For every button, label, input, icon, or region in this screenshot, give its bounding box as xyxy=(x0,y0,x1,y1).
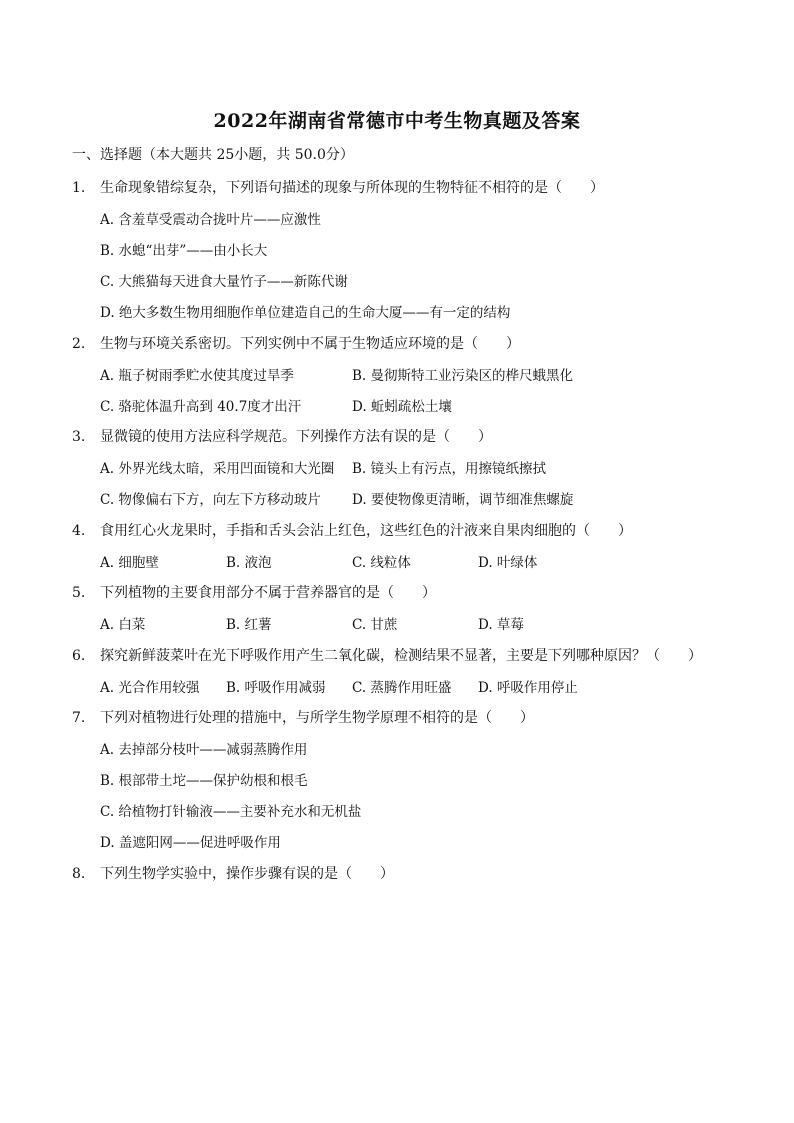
question-7 xyxy=(72,707,534,727)
question-text: 下列对植物进行处理的措施中，与所学生物学原理不相符的是（ ） xyxy=(100,710,534,726)
option-3b: B. 镜头上有污点，用擦镜纸擦拭 xyxy=(352,461,547,477)
question-text: 显微镜的使用方法应科学规范。下列操作方法有误的是（ ） xyxy=(100,429,492,445)
question-text: 生命现象错综复杂，下列语句描述的现象与所体现的生物特征不相符的是（ ） xyxy=(100,180,604,196)
question-number: 4. xyxy=(72,523,86,539)
option-1a: A. 含羞草受震动合拢叶片——应激性 xyxy=(100,212,321,228)
question-6 xyxy=(72,645,702,665)
option-1b: B. 水螅“出芽”——由小长大 xyxy=(100,243,268,259)
option-7b: B. 根部带土坨——保护幼根和根毛 xyxy=(100,773,308,789)
option-7c: C. 给植物打针输液——主要补充水和无机盐 xyxy=(100,804,362,820)
question-number: 6. xyxy=(72,648,86,664)
option-4c: C. 线粒体 xyxy=(352,555,411,571)
option-7a: A. 去掉部分枝叶——减弱蒸腾作用 xyxy=(100,742,308,758)
option-1c: C. 大熊猫每天进食大量竹子——新陈代谢 xyxy=(100,274,348,290)
question-number: 5. xyxy=(72,585,86,601)
option-6d: D. 呼吸作用停止 xyxy=(478,680,578,696)
question-4 xyxy=(72,520,632,540)
option-6c: C. 蒸腾作用旺盛 xyxy=(352,680,452,696)
question-number: 1. xyxy=(72,180,86,196)
question-2 xyxy=(72,333,520,353)
question-8 xyxy=(72,863,394,883)
option-6a: A. 光合作用较强 xyxy=(100,680,200,696)
option-2a: A. 瓶子树雨季贮水使其度过旱季 xyxy=(100,368,294,384)
option-3a: A. 外界光线太暗，采用凹面镜和大光圈 xyxy=(100,461,335,477)
question-text: 食用红心火龙果时，手指和舌头会沾上红色，这些红色的汁液来自果肉细胞的（ ） xyxy=(100,523,632,539)
question-text: 下列生物学实验中，操作步骤有误的是（ ） xyxy=(100,866,394,882)
question-5 xyxy=(72,582,436,602)
question-1 xyxy=(72,177,604,197)
option-3d: D. 要使物像更清晰，调节细准焦螺旋 xyxy=(352,492,574,508)
section-heading: 一、选择题（本大题共 25小题，共 50.0分） xyxy=(72,147,354,163)
option-5d: D. 草莓 xyxy=(478,617,524,633)
option-2b: B. 曼彻斯特工业污染区的桦尺蛾黑化 xyxy=(352,368,574,384)
option-4a: A. 细胞壁 xyxy=(100,555,159,571)
option-6b: B. 呼吸作用减弱 xyxy=(226,680,326,696)
question-number: 3. xyxy=(72,429,86,445)
question-number: 8. xyxy=(72,866,86,882)
option-2d: D. 蚯蚓疏松土壤 xyxy=(352,399,452,415)
question-text: 探究新鲜菠菜叶在光下呼吸作用产生二氧化碳，检测结果不显著，主要是下列哪种原因？（ ） xyxy=(100,648,702,664)
option-2c: C. 骆驼体温升高到 40.7度才出汗 xyxy=(100,399,302,415)
option-5b: B. 红薯 xyxy=(226,617,272,633)
question-number: 2. xyxy=(72,336,86,352)
option-4b: B. 液泡 xyxy=(226,555,272,571)
option-5a: A. 白菜 xyxy=(100,617,146,633)
question-text: 生物与环境关系密切。下列实例中不属于生物适应环境的是（ ） xyxy=(100,336,520,352)
option-4d: D. 叶绿体 xyxy=(478,555,538,571)
option-1d: D. 绝大多数生物用细胞作单位建造自己的生命大厦——有一定的结构 xyxy=(100,305,511,321)
question-text: 下列植物的主要食用部分不属于营养器官的是（ ） xyxy=(100,585,436,601)
option-5c: C. 甘蔗 xyxy=(352,617,398,633)
question-3 xyxy=(72,426,492,446)
option-3c: C. 物像偏右下方，向左下方移动玻片 xyxy=(100,492,321,508)
page-title: 2022年湖南省常德市中考生物真题及答案 xyxy=(213,110,581,132)
question-number: 7. xyxy=(72,710,86,726)
option-7d: D. 盖遮阳网——促进呼吸作用 xyxy=(100,835,281,851)
